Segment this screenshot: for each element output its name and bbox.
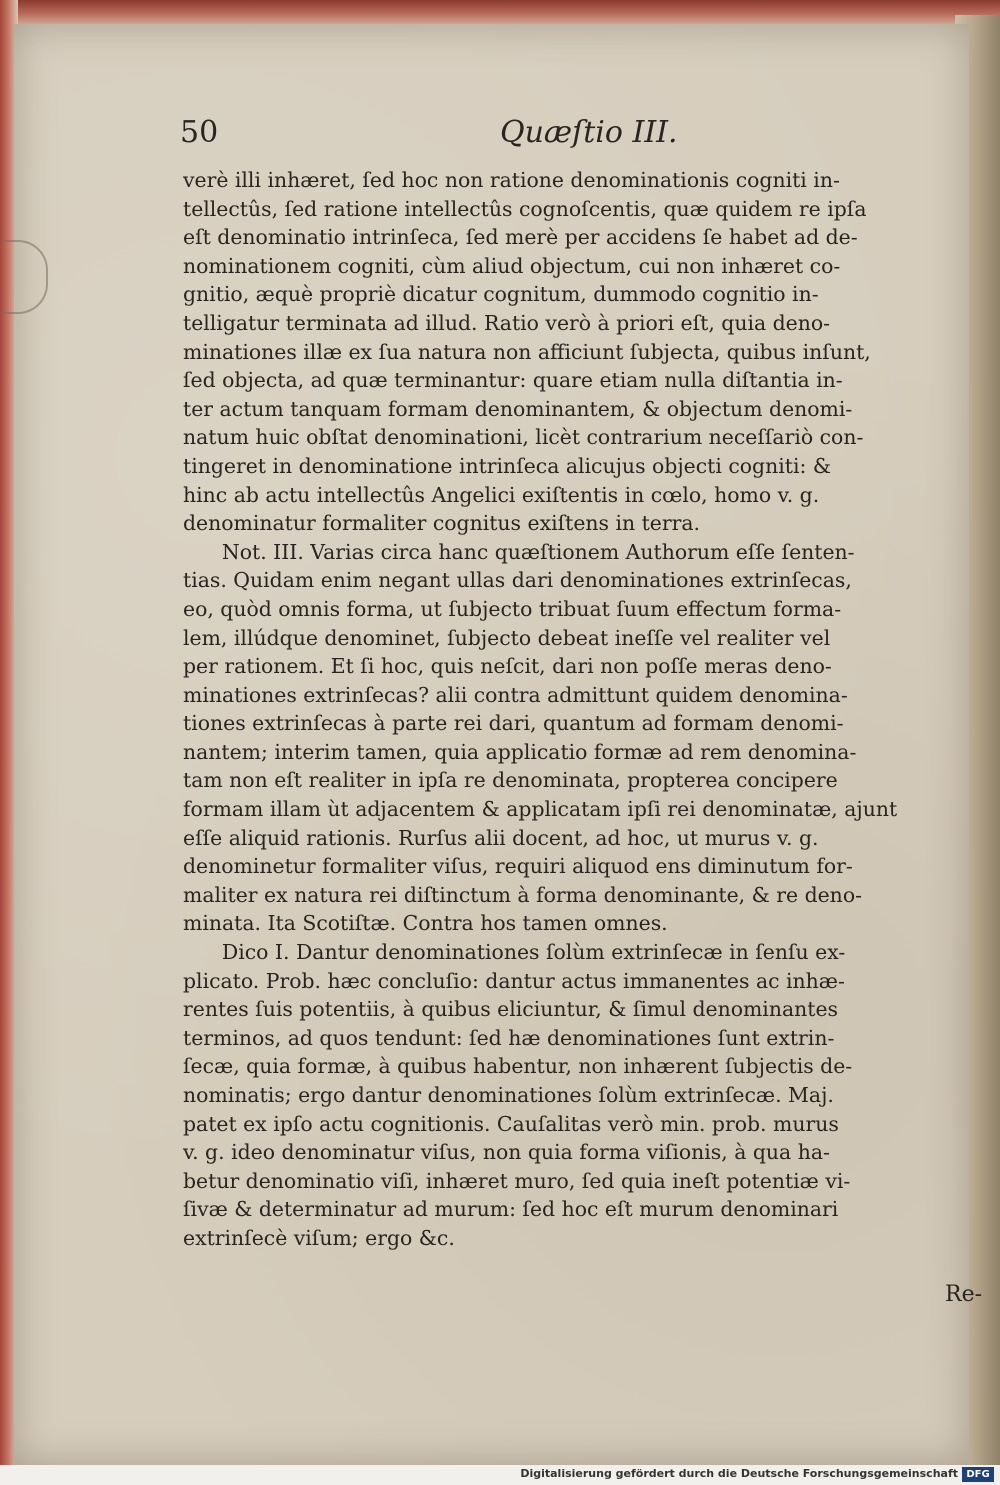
catchword: Re- [945, 1282, 983, 1307]
text-line: gnitio, æquè propriè dicatur cognitum, dummodo cognitio in- [183, 282, 819, 307]
funding-credit: Digitalisierung gefördert durch die Deutsche Forschungsgemeinschaft [520, 1467, 958, 1480]
text-line: tiones extrinſecas à parte rei dari, quantum ad formam denomi- [183, 711, 844, 736]
text-line: nantem; interim tamen, quia applicatio formæ ad rem denomina- [183, 739, 857, 764]
text-line: v. g. ideo denominatur viſus, non quia forma viſionis, à qua ha- [183, 1140, 830, 1165]
text-line: patet ex ipſo actu cognitionis. Cauſalitas verò min. prob. murus [183, 1111, 839, 1136]
text-line: ſed objecta, ad quæ terminantur: quare etiam nulla diſtantia in- [183, 368, 843, 393]
text-line: ſecæ, quia formæ, à quibus habentur, non inhærent ſubjectis de- [183, 1054, 853, 1079]
text-line: Dico I. Dantur denominationes ſolùm extrinſecæ in ſenſu ex- [183, 940, 846, 965]
text-line: betur denominatio viſi, inhæret muro, ſed quia ineſt potentiæ vi- [183, 1168, 851, 1193]
text-line: nominatis; ergo dantur denominationes ſolùm extrinſecæ. Maj. [183, 1083, 834, 1107]
text-line: tingeret in denominatione intrinſeca alicujus objecti cogniti: & [183, 453, 831, 478]
text-line: natum huic obſtat denominationi, licèt contrarium neceſſariò con- [183, 425, 864, 450]
text-line: tellectûs, ſed ratione intellectûs cognoſcentis, quæ quidem re ipſa [183, 196, 867, 221]
text-line: ſivæ & determinatur ad murum: ſed hoc eſt murum denominari [183, 1197, 839, 1222]
text-line: plicato. Prob. hæc concluſio: dantur actus immanentes ac inhæ- [183, 968, 845, 993]
text-line: extrinſecè viſum; ergo &c. [183, 1225, 455, 1250]
text-line: nominationem cogniti, cùm aliud objectum, cui non inhæret co- [183, 253, 841, 278]
text-line: lem, illúdque denominet, ſubjecto debeat ineſſe vel realiter vel [183, 625, 831, 650]
text-line: eſſe aliquid rationis. Rurſus alii docent, ad hoc, ut murus v. g. [183, 825, 819, 850]
text-line: denominatur formaliter cognitus exiſtens in terra. [183, 511, 701, 536]
text-line: hinc ab actu intellectûs Angelici exiſtentis in cœlo, homo v. g. [183, 482, 820, 507]
running-head: Quæſtio III. [500, 115, 678, 150]
page-clip [2, 240, 48, 314]
text-line: formam illam ùt adjacentem & applicatam ipſi rei denominatæ, ajunt [183, 797, 898, 822]
text-line: tias. Quidam enim negant ullas dari denominationes extrinſecas, [183, 568, 852, 593]
body-text [183, 166, 958, 1253]
text-line: per rationem. Et ſi hoc, quis neſcit, dari non poſſe meras deno- [183, 654, 832, 679]
text-line: minationes extrinſecas? alii contra admittunt quidem denomina- [183, 682, 848, 707]
digitization-footer [0, 1465, 1000, 1485]
text-line: terminos, ad quos tendunt: ſed hæ denominationes ſunt extrin- [183, 1025, 835, 1050]
text-line: denominetur formaliter viſus, requiri aliquod ens diminutum for- [183, 854, 853, 879]
text-line: maliter ex natura rei diſtinctum à forma denominante, & re deno- [183, 882, 862, 907]
text-line: tam non eſt realiter in ipſa re denominata, propterea concipere [183, 768, 838, 793]
text-line: minationes illæ ex ſua natura non afficiunt ſubjecta, quibus inſunt, [183, 339, 871, 364]
text-line: minata. Ita Scotiſtæ. Contra hos tamen omnes. [183, 911, 668, 936]
text-line: telligatur terminata ad illud. Ratio verò à priori eſt, quia deno- [183, 310, 831, 335]
page-header [180, 115, 680, 155]
text-line: eo, quòd omnis forma, ut ſubjecto tribuat ſuum effectum forma- [183, 596, 842, 621]
text-line: ter actum tanquam formam denominantem, & objectum denomi- [183, 396, 853, 421]
page-number: 50 [180, 115, 219, 150]
text-line: rentes ſuis potentiis, à quibus eliciuntur, & ſimul denominantes [183, 997, 838, 1022]
dfg-logo-icon: DFG [962, 1467, 994, 1482]
text-line: eſt denominatio intrinſeca, ſed merè per accidens ſe habet ad de- [183, 225, 858, 250]
text-line: verè illi inhæret, ſed hoc non ratione denominationis cogniti in- [183, 168, 840, 192]
text-line: Not. III. Varias circa hanc quæſtionem Authorum eſſe ſenten- [183, 539, 855, 564]
